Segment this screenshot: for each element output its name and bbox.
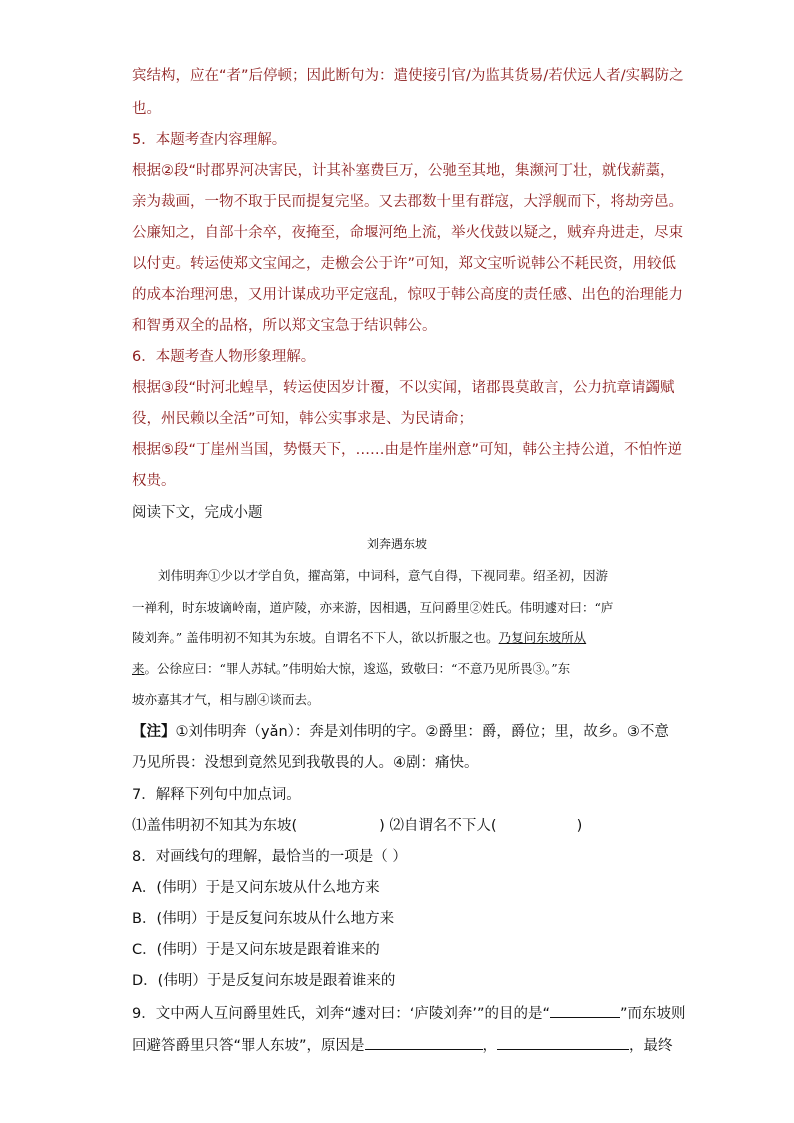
question-8: 8．对画线句的理解，最恰当的一项是（ ）	[132, 849, 407, 865]
passage-line: 坡亦嘉其才气，相与剧④谈而去。	[132, 692, 320, 707]
answer-line: 公廉知之，自部十余卒，夜掩至，命堰河绝上流，举火伐鼓以疑之，贼弃舟进走，尽束	[132, 225, 683, 241]
question-9-cont	[132, 1035, 673, 1056]
q9-text-end: ”而东坡则	[619, 1006, 686, 1022]
note-text: ①刘伟明奔（yǎn）：奔是刘伟明的字。②爵里：爵，爵位；里，故乡。③不意	[175, 724, 669, 740]
passage-line	[132, 629, 586, 647]
question-9	[132, 1003, 686, 1024]
q9-end: ，最终	[629, 1038, 673, 1054]
q9-text: 9．文中两人互问爵里姓氏，刘奔“遽对曰：‘庐陵刘奔’”的目的是“	[132, 1006, 550, 1022]
answer-line: 以付吏。转运使郑文宝闻之，走檄会公于许”可知，郑文宝听说韩公不耗民资，用较低	[132, 256, 677, 272]
passage-text: 陵刘奔。” 盖伟明初不知其为东坡。自谓名不下人，欲以折服之也。	[132, 630, 499, 645]
question-7: 7．解释下列句中加点词。	[132, 787, 301, 803]
underlined-sentence: 乃复问东坡所从	[498, 630, 587, 645]
answer-line: 宾结构，应在“者”后停顿；因此断句为：遣使接引官/为监其货易/若伏远人者/实羁防之	[132, 68, 684, 84]
answer-line: 役，州民赖以全活”可知，韩公实事求是、为民请命；	[132, 411, 474, 427]
answer-blank[interactable]	[365, 1035, 483, 1050]
answer-line: 根据⑤段“丁崖州当国，势慑天下，……由是忤崖州意”可知，韩公主持公道，不怕忤逆	[132, 442, 683, 458]
question-7-items	[132, 816, 582, 836]
answer-line: 6．本题考查人物形象理解。	[132, 349, 316, 365]
option-d: D．(伟明）于是反复问东坡是跟着谁来的	[132, 973, 396, 989]
answer-line: 5．本题考查内容理解。	[132, 132, 287, 148]
answer-blank[interactable]	[550, 1003, 620, 1018]
answer-line: 根据③段“时河北蝗旱，转运使因岁计覆，不以实闻，诸郡畏莫敢言，公力抗章请蠲赋	[132, 380, 675, 396]
answer-line: 权贵。	[132, 473, 176, 489]
q7-item-2: ⑵自谓名不下人(	[389, 818, 497, 834]
passage-line	[132, 660, 570, 678]
underlined-sentence: 来	[132, 661, 145, 676]
q9-reason: 回避答爵里只答“罪人东坡”，原因是	[132, 1038, 365, 1054]
answer-line: 的成本治理河患，又用计谋成功平定寇乱，惊叹于韩公高度的责任感、出色的治理能力	[132, 287, 683, 303]
q7-item-1: ⑴盖伟明初不知其为东坡(	[132, 818, 298, 834]
answer-line: 根据②段“时郡界河决害民，计其补塞费巨万，公驰至其地，集濒河丁壮，就伐薪藁，	[132, 163, 675, 179]
option-c: C．(伟明）于是又问东坡是跟着谁来的	[132, 942, 380, 958]
q7-item-1-end: )	[379, 818, 385, 834]
answer-blank[interactable]	[497, 1035, 629, 1050]
q9-separator: ，	[482, 1038, 498, 1054]
note-line: 乃见所畏：没想到竟然见到我敬畏的人。④剧：痛快。	[132, 755, 479, 771]
answer-line: 和智勇双全的品格，所以郑文宝急于结识韩公。	[132, 318, 437, 334]
passage-title: 刘奔遇东坡	[366, 537, 427, 551]
reading-intro: 阅读下文，完成小题	[132, 505, 263, 521]
answer-line: 也。	[132, 101, 161, 117]
note-label: 【注】	[132, 724, 176, 740]
note-line	[132, 722, 669, 742]
option-a: A．(伟明）于是又问东坡从什么地方来	[132, 880, 380, 896]
passage-line: 一禅利，时东坡谪岭南，道庐陵，亦来游，因相遇，互问爵里②姓氏。伟明遽对曰：“庐	[132, 600, 614, 615]
answer-line: 亲为裁画，一物不取于民而提复完坚。又去郡数十里有群寇，大浮舰而下，将劫旁邑。	[132, 194, 683, 210]
q7-item-2-end: )	[576, 818, 583, 834]
passage-text: 。公徐应曰：“罪人苏轼。”伟明始大惊，逡巡，致敬曰：“不意乃见所畏③。”东	[144, 661, 571, 676]
passage-line: 刘伟明奔①少以才学自负，擢高第，中词科，意气自得，下视同辈。绍圣初，因游	[158, 568, 609, 583]
option-b: B．(伟明）于是反复问东坡从什么地方来	[132, 911, 395, 927]
